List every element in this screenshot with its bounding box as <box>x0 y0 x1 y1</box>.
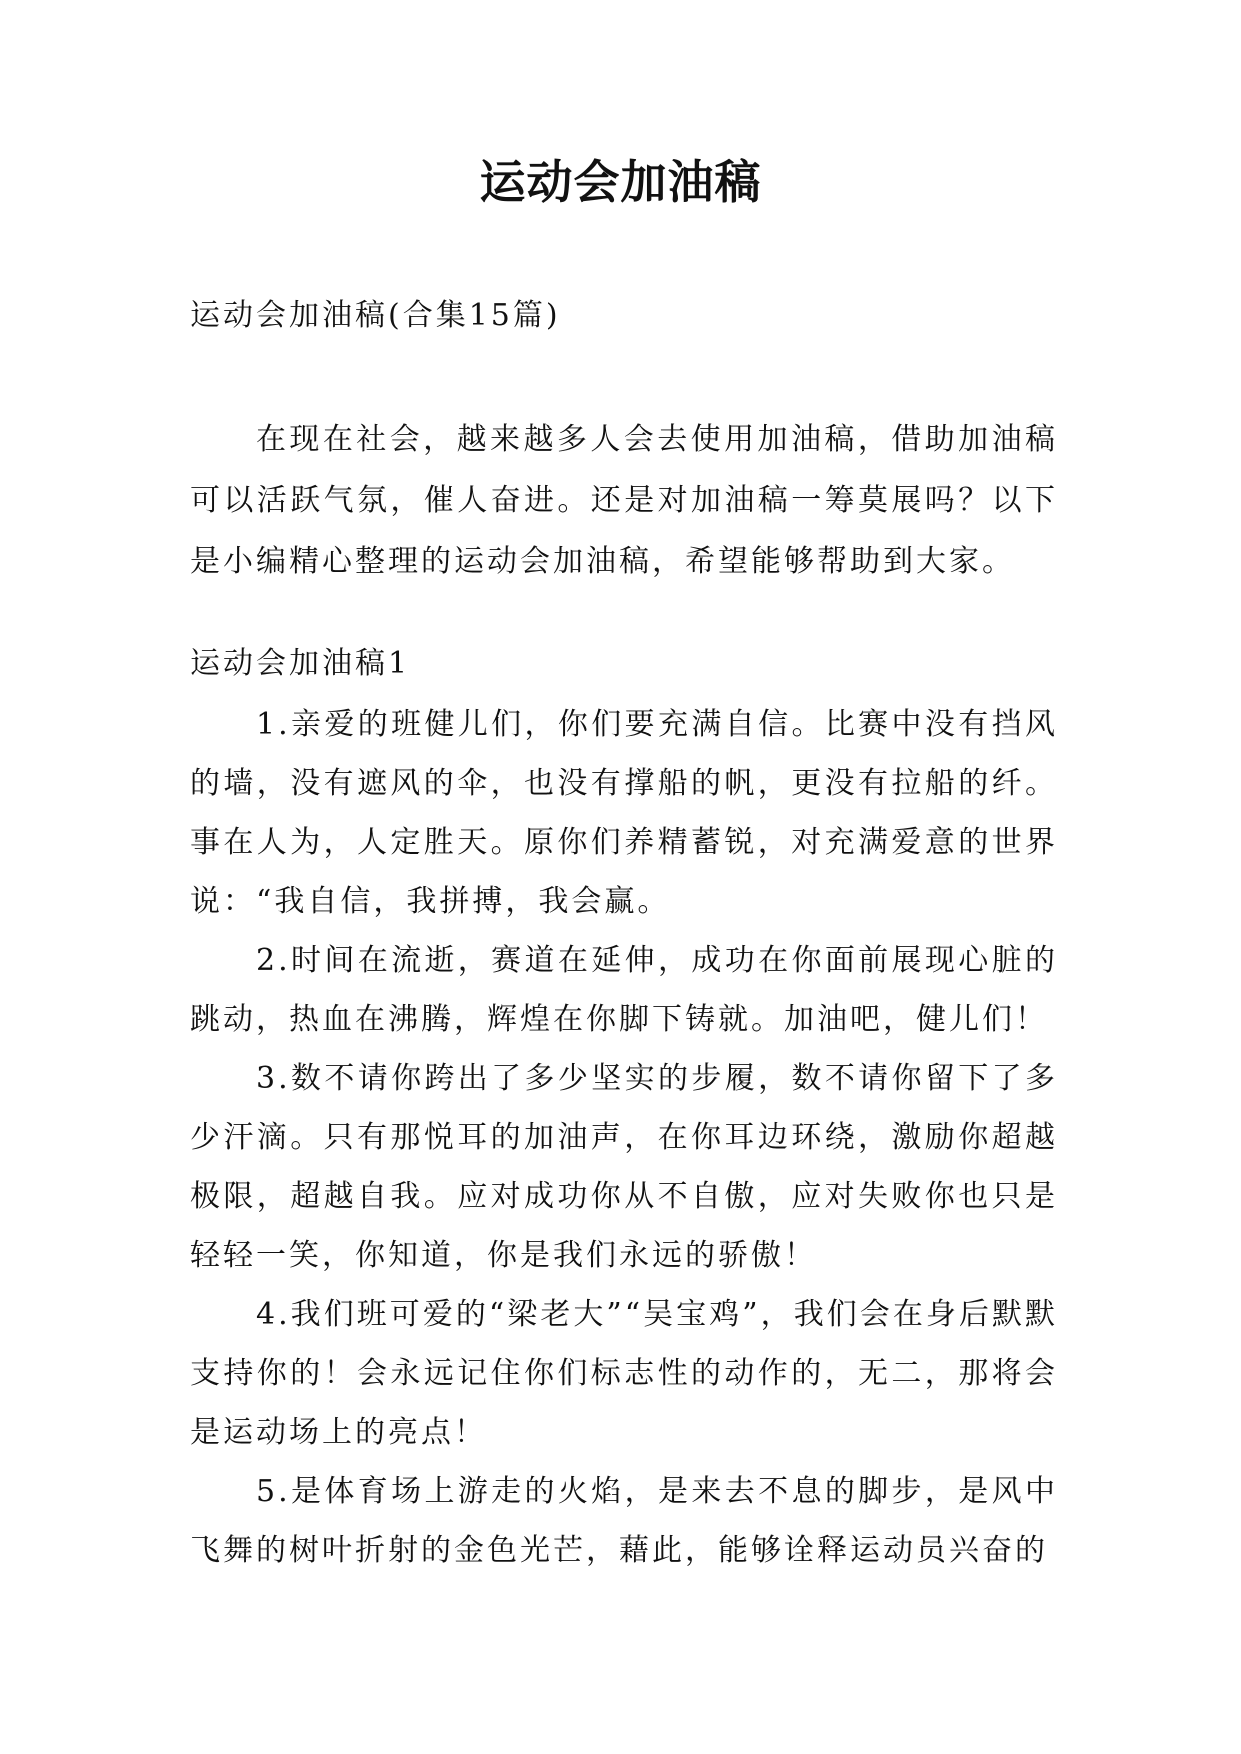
cheer-item-5: 5.是体育场上游走的火焰，是来去不息的脚步，是风中飞舞的树叶折射的金色光芒，藉此，能够诠释运动员兴奋的 <box>190 1474 1058 1568</box>
section-heading: 运动会加油稿1 <box>190 646 411 681</box>
cheer-items-list <box>190 695 1058 1580</box>
cheer-item-4: 4.我们班可爱的“梁老大”“吴宝鸡”，我们会在身后默默支持你的！会永远记住你们标志性的动作的，无二，那将会是运动场上的亮点！ <box>190 1297 1058 1450</box>
cheer-item-2: 2.时间在流逝，赛道在延伸，成功在你面前展现心脏的跳动，热血在沸腾，辉煌在你脚下铸就。加油吧，健儿们！ <box>190 943 1058 1037</box>
document-subtitle: 运动会加油稿(合集15篇) <box>190 298 561 333</box>
intro-paragraph: 在现在社会，越来越多人会去使用加油稿，借助加油稿可以活跃气氛，催人奋进。还是对加油稿一筹莫展吗？以下是小编精心整理的运动会加油稿，希望能够帮助到大家。 <box>190 422 1058 579</box>
cheer-item-3: 3.数不请你跨出了多少坚实的步履，数不请你留下了多少汗滴。只有那悦耳的加油声，在你耳边环绕，激励你超越极限，超越自我。应对成功你从不自傲，应对失败你也只是轻轻一笑，你知道，你是我们永远的骄傲！ <box>190 1061 1058 1273</box>
cheer-item-1: 1.亲爱的班健儿们，你们要充满自信。比赛中没有挡风的墙，没有遮风的伞，也没有撑船的帆，更没有拉船的纤。事在人为，人定胜天。原你们养精蓄锐，对充满爱意的世界说：“我自信，我拼搏，我会赢。 <box>190 707 1058 919</box>
document-title: 运动会加油稿 <box>479 155 762 209</box>
